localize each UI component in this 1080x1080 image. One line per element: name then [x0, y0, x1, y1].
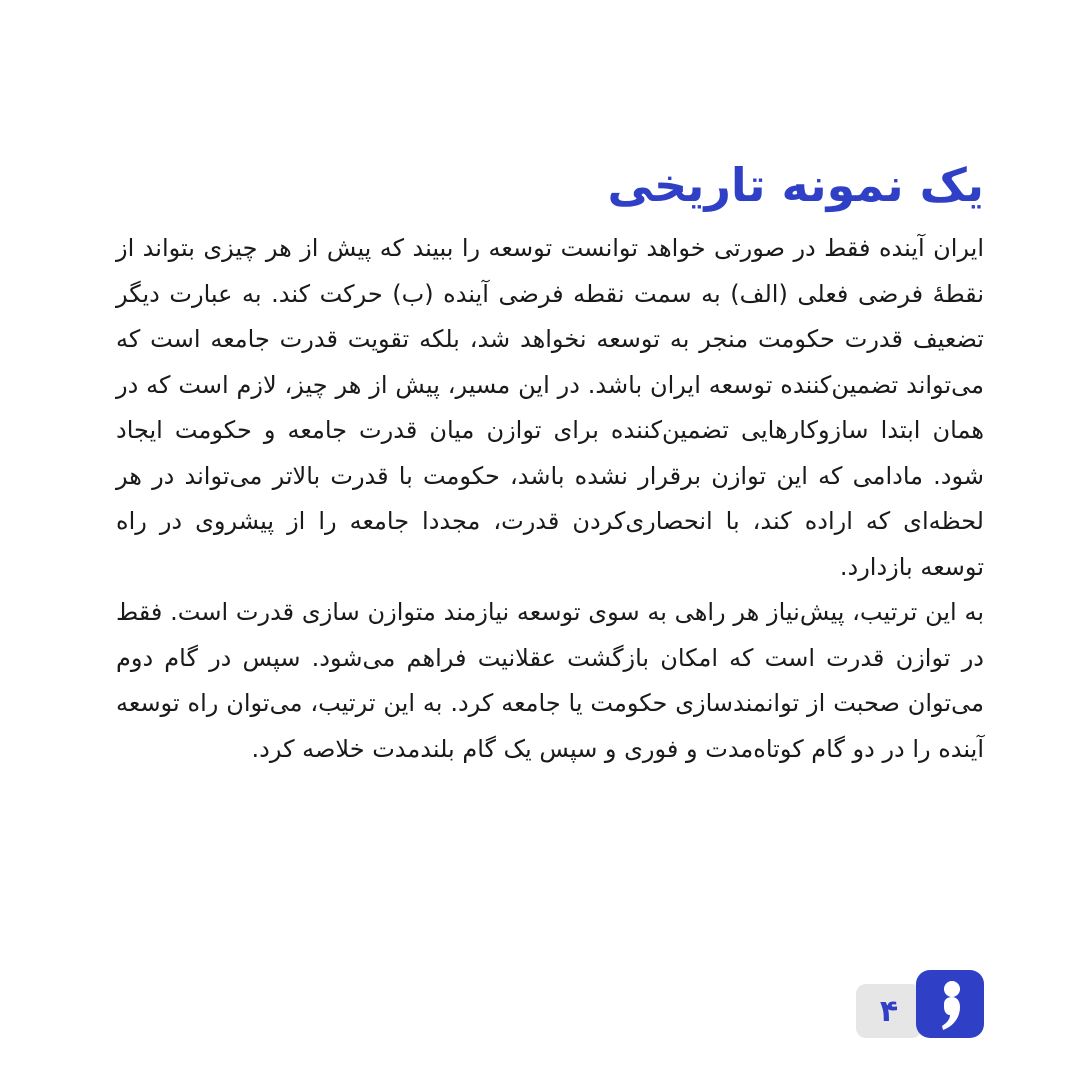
semicolon-logo-icon: [916, 970, 984, 1038]
page-number-badge: ۴: [856, 984, 922, 1038]
page-title: یک نمونه تاریخی: [607, 158, 984, 212]
semicolon-icon: [916, 970, 984, 1038]
paragraph: به این ترتیب، پیش‌نیاز هر راهی به سوی توسعه نیازمند متوازن سازی قدرت است. فقط در توازن قدرت است که امکان بازگشت عقلانیت فراهم می‌شود. سپس در گام دوم می‌توان صحبت از توانمندسازی حکومت یا جامعه کرد. به این ترتیب، می‌توان راه توسعه آینده را در دو گام کوتاه‌مدت و فوری و سپس یک گام بلندمدت خلاصه کرد.: [116, 598, 984, 763]
article-body: [116, 226, 984, 772]
paragraph: ایران آینده فقط در صورتی خواهد توانست توسعه را ببیند که پیش از هر چیزی بتواند از نقطهٔ فرضی فعلی (الف) به سمت نقطه فرضی آینده (ب) حرکت کند. به عبارت دیگر تضعیف قدرت حکومت منجر به توسعه نخواهد شد، بلکه تقویت قدرت جامعه است که می‌تواند تضمین‌کننده توسعه ایران باشد. در این مسیر، پیش از هر چیز، لازم است که در همان ابتدا سازوکارهایی تضمین‌کننده برای توازن میان قدرت جامعه و حکومت ایجاد شود. مادامی که این توازن برقرار نشده باشد، حکومت با قدرت بالاتر می‌تواند در هر لحظه‌ای که اراده کند، با انحصاری‌کردن قدرت، مجددا جامعه را از پیشروی در راه توسعه بازدارد.: [116, 234, 984, 581]
